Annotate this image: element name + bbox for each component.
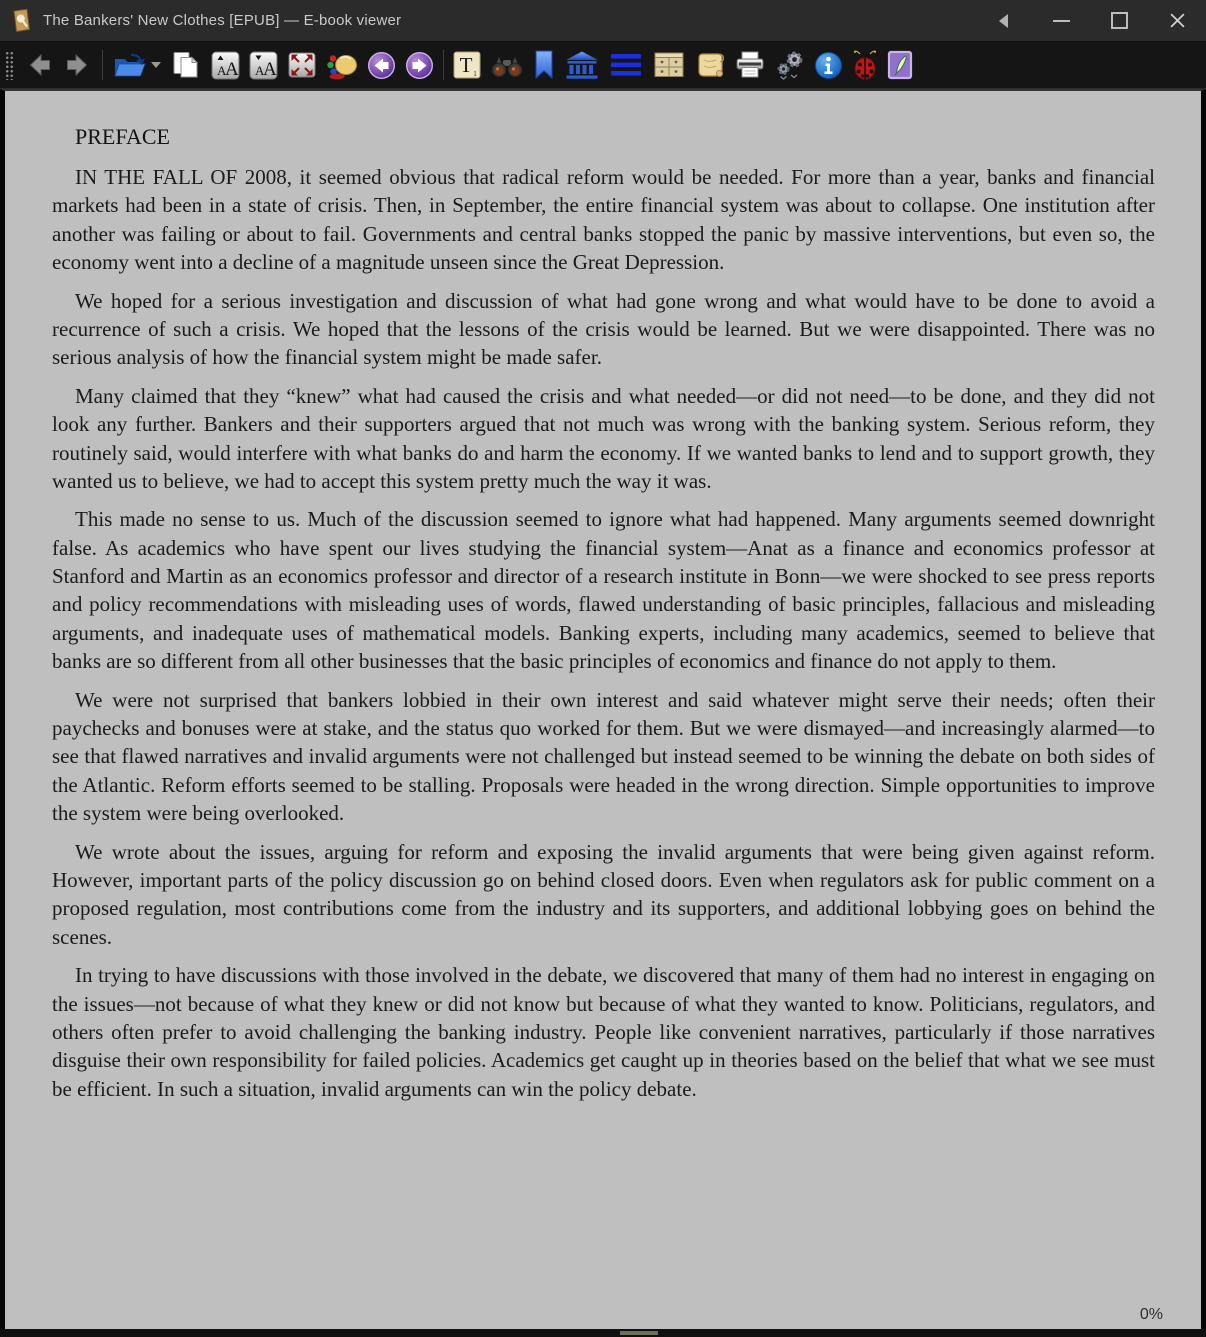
open-ebook-button[interactable]	[112, 50, 161, 80]
reference-mode-button[interactable]	[609, 52, 643, 78]
three-lines-icon	[609, 52, 643, 78]
minimize-button[interactable]	[1032, 0, 1090, 41]
paragraph: IN THE FALL OF 2008, it seemed obvious that radical reform would be needed. For more than a year, banks and financial markets had been in a state of crisis. Then, in September, the entire financial system was about to collapse. One institution after another was failing or about to fail. Governments and central banks stopped the panic by massive interventions, but even so, the economy went into a decline of a magnitude unseen since the Great Depression.	[52, 165, 1155, 275]
fullscreen-arrows-icon	[287, 50, 317, 80]
position-scrubber-handle[interactable]	[620, 1331, 658, 1335]
svg-text:A: A	[255, 62, 265, 78]
font-size-larger-button[interactable]	[211, 51, 240, 80]
fullscreen-button[interactable]	[287, 50, 317, 80]
paragraph: Many claimed that they “knew” what had caused the crisis and what needed—or did not need—to be done, and they did not look any further. Bankers and their supporters argued that not much was wrong with the banking system. Serious reform, they routinely said, would interfere with what banks do and harm the economy. If we wanted banks to lend and to support growth, they wanted us to believe, we had to accept this system pretty much the way it was.	[52, 383, 1155, 493]
reader-viewport[interactable]	[0, 89, 1206, 1329]
toolbar-grip-handle[interactable]	[4, 50, 13, 80]
scroll-parchment-icon	[695, 50, 725, 80]
collapse-icon	[999, 14, 1008, 28]
next-section-button[interactable]	[405, 51, 434, 80]
purple-book-quill-icon	[887, 50, 913, 80]
book-page	[5, 91, 1201, 1103]
minimize-icon	[1053, 20, 1070, 22]
paragraph: This made no sense to us. Much of the discussion seemed to ignore what had happened. Many arguments seemed downright false. As academics who have spent our lives studying the financial system—Anat as a finance and economics professor at Stanford and Martin as an economics professor and director of a research institute in Bonn—we were shocked to see press reports and policy recommendations with misleading uses of words, flawed understanding of basic principles, fallacious and misleading arguments, and inadequate uses of mathematical models. Banking experts, including many academics, seemed to believe that banks are so different from all other businesses that the basic principles of economics and finance do not apply to them.	[52, 507, 1155, 674]
binoculars-icon	[490, 51, 524, 79]
collapse-button[interactable]	[974, 0, 1032, 41]
chapter-heading: PREFACE	[75, 124, 170, 149]
paragraph: In trying to have discussions with those involved in the debate, we discovered that many of them had no interest in engaging on the issues—not because of what they knew or did not know but because of what they wanted to know. Politicians, regulators, and others often prefer to avoid challenging the banking industry. People like convenient narratives, particularly if those narratives disguise their own responsibility for failed policies. Academics get caught up in theories based on the belief that what we see must be efficient. In such a situation, invalid arguments can win the policy debate.	[52, 963, 1155, 1101]
back-arrow-icon	[24, 50, 54, 80]
maximize-icon	[1111, 12, 1128, 29]
previous-circle-arrow-icon	[367, 51, 396, 80]
calibre-manual-button[interactable]	[887, 50, 913, 80]
increase-font-icon	[211, 51, 240, 80]
open-folder-icon	[112, 50, 148, 80]
toolbar-separator	[443, 50, 444, 80]
bookmark-ribbon-icon	[533, 50, 555, 80]
decrease-font-icon	[249, 51, 278, 80]
paragraph: We were not surprised that bankers lobbied in their own interest and said whatever might serve their needs; often their paychecks and bonuses were at stake, and the status quo worked for them. But we were dismayed—and increasingly alarmed—to see that flawed narratives and invalid arguments were not challenged but instead seemed to be winning the debate on both sides of the Atlantic. Reform efforts seemed to be stalling. Proposals were headed in the wrong direction. Simple opportunities to improve the system were being overlooked.	[52, 687, 1155, 826]
open-dropdown-caret-icon	[151, 62, 161, 68]
close-icon	[1169, 12, 1186, 29]
theme-colors-button[interactable]	[326, 50, 358, 80]
goto-position-button[interactable]	[695, 50, 725, 80]
toolbar	[0, 42, 1206, 89]
maximize-button[interactable]	[1090, 0, 1148, 41]
printer-icon	[734, 50, 766, 80]
copy-pages-icon	[170, 50, 202, 80]
card-catalog-icon	[652, 50, 686, 80]
window-controls	[974, 0, 1206, 41]
preferences-button[interactable]	[775, 50, 805, 80]
svg-text:A: A	[217, 62, 227, 78]
gears-icon	[775, 50, 805, 80]
app-logo-icon	[10, 8, 32, 33]
forward-arrow-icon	[63, 50, 93, 80]
titlebar[interactable]	[0, 0, 1206, 42]
svg-text:T: T	[459, 53, 473, 77]
svg-text:A: A	[263, 58, 277, 80]
position-scrubber[interactable]	[0, 1329, 1206, 1337]
debug-button[interactable]	[852, 50, 878, 80]
table-of-contents-button[interactable]	[564, 50, 600, 80]
svg-text:1: 1	[473, 70, 477, 78]
search-button[interactable]	[490, 51, 524, 79]
ladybug-icon	[852, 50, 878, 80]
lookup-dictionary-button[interactable]	[652, 50, 686, 80]
copy-button[interactable]	[170, 50, 202, 80]
info-icon	[814, 51, 843, 80]
font-tile-icon	[453, 51, 481, 79]
close-button[interactable]	[1148, 0, 1206, 41]
font-family-button[interactable]	[453, 51, 481, 79]
paragraph: We hoped for a serious investigation and discussion of what had gone wrong and what would have to be done to avoid a recurrence of such a crisis. We hoped that the lessons of the crisis would be learned. But we were disappointed. There was no serious analysis of how the financial system might be made safer.	[52, 288, 1155, 370]
nav-back-button[interactable]	[24, 50, 54, 80]
bookmark-button[interactable]	[533, 50, 555, 80]
previous-section-button[interactable]	[367, 51, 396, 80]
nav-forward-button[interactable]	[63, 50, 93, 80]
font-size-smaller-button[interactable]	[249, 51, 278, 80]
print-button[interactable]	[734, 50, 766, 80]
toolbar-separator	[102, 50, 103, 80]
metadata-info-button[interactable]	[814, 51, 843, 80]
progress-percent: 0%	[1139, 1306, 1163, 1323]
paragraph: We wrote about the issues, arguing for reform and exposing the invalid arguments that were being given against reform. However, important parts of the policy discussion go on behind closed doors. Even when regulators ask for public comment on a proposed regulation, most contributions come from the industry and its supporters, and additional lobbying goes on behind the scenes.	[52, 839, 1155, 949]
next-circle-arrow-icon	[405, 51, 434, 80]
paint-colors-icon	[326, 50, 358, 80]
bank-building-icon	[564, 50, 600, 80]
svg-text:A: A	[225, 58, 239, 80]
window-title: The Bankers' New Clothes [EPUB] — E-book viewer	[43, 12, 402, 29]
